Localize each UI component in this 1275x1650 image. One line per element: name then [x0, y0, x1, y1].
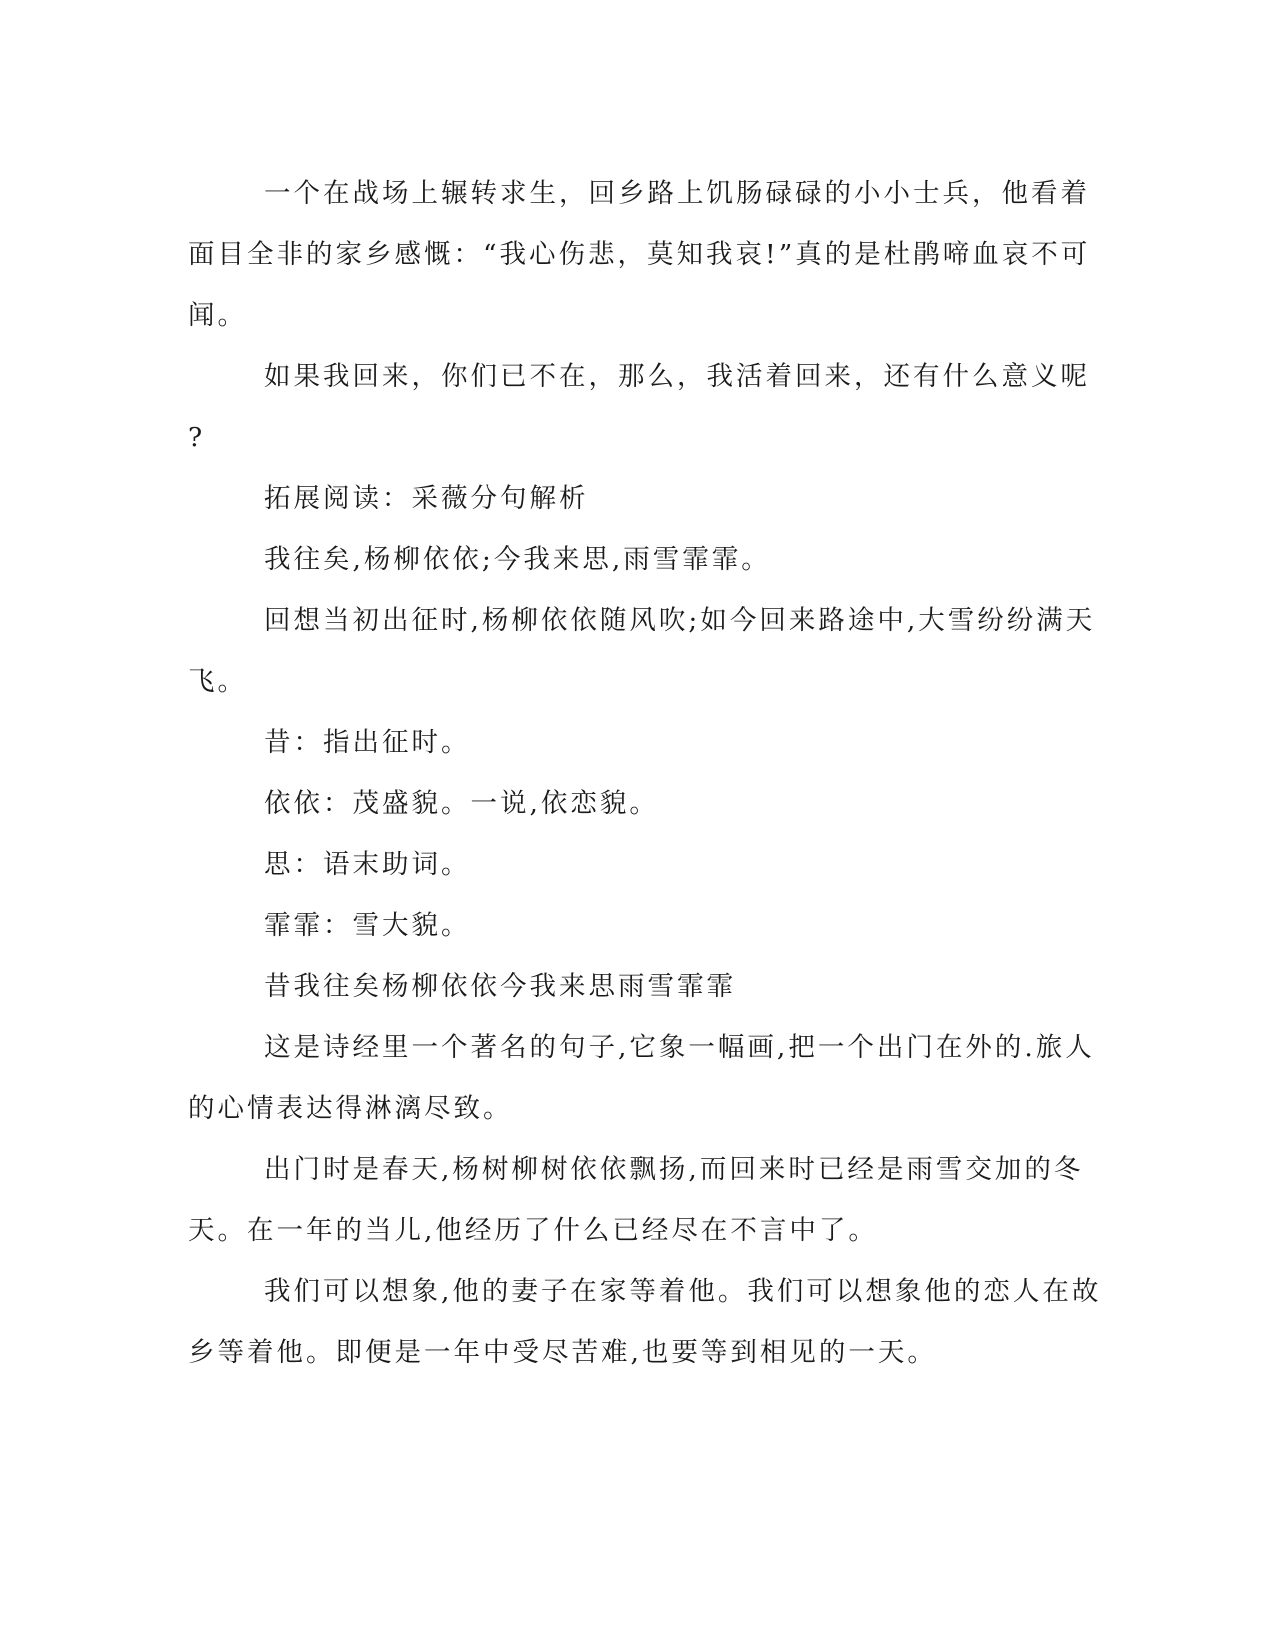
document-body: [188, 163, 1102, 1383]
paragraph-line: 乡等着他。即便是一年中受尽苦难,也要等到相见的一天。: [188, 1337, 937, 1368]
paragraph-line: 出门时是春天,杨树柳树依依飘扬,而回来时已经是雨雪交加的冬: [264, 1154, 1084, 1185]
paragraph-line: 思：语末助词。: [264, 849, 471, 880]
paragraph: [188, 529, 1088, 590]
section-heading: [188, 468, 1088, 529]
paragraph: [188, 773, 1088, 834]
paragraph-line: ?: [188, 422, 206, 453]
paragraph: [188, 1139, 1088, 1261]
paragraph: [188, 956, 1088, 1017]
paragraph-line: 飞。: [188, 666, 247, 697]
paragraph-line: 闻。: [188, 300, 247, 331]
paragraph: [188, 590, 1096, 712]
paragraph: [188, 895, 1088, 956]
paragraph-line: 面目全非的家乡感慨：“我心伤悲，莫知我哀!”真的是杜鹃啼血哀不可: [188, 239, 1091, 270]
paragraph-line: 依依：茂盛貌。一说,依恋貌。: [264, 788, 659, 819]
paragraph-line: 回想当初出征时,杨柳依依随风吹;如今回来路途中,大雪纷纷满天: [264, 605, 1096, 636]
paragraph: [188, 1017, 1095, 1139]
paragraph-line: 昔：指出征时。: [264, 727, 471, 758]
paragraph: [188, 712, 1088, 773]
paragraph-line: 我们可以想象,他的妻子在家等着他。我们可以想象他的恋人在故: [264, 1276, 1102, 1307]
paragraph-line: 一个在战场上辗转求生，回乡路上饥肠碌碌的小小士兵，他看着: [264, 178, 1090, 209]
paragraph-line: 的心情表达得淋漓尽致。: [188, 1093, 513, 1124]
paragraph: [188, 346, 1088, 468]
paragraph-line: 这是诗经里一个著名的句子,它象一幅画,把一个出门在外的.旅人: [264, 1032, 1095, 1063]
paragraph: [188, 163, 1091, 346]
paragraph-line: 如果我回来，你们已不在，那么，我活着回来，还有什么意义呢: [264, 361, 1090, 392]
paragraph-line: 天。在一年的当儿,他经历了什么已经尽在不言中了。: [188, 1215, 878, 1246]
paragraph-line: 拓展阅读：采薇分句解析: [264, 483, 589, 514]
paragraph-line: 昔我往矣杨柳依依今我来思雨雪霏霏: [264, 971, 736, 1002]
paragraph: [188, 834, 1088, 895]
paragraph-line: 我往矣,杨柳依依;今我来思,雨雪霏霏。: [264, 544, 771, 575]
paragraph-line: 霏霏：雪大貌。: [264, 910, 471, 941]
paragraph: [188, 1261, 1102, 1383]
